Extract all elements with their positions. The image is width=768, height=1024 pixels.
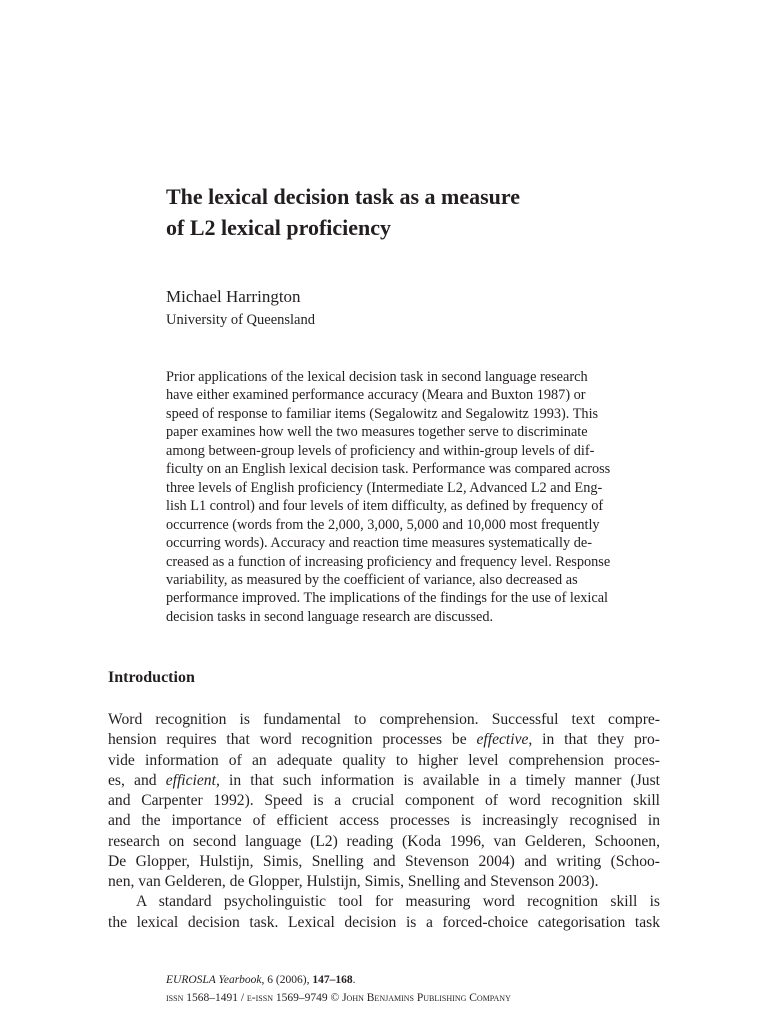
body-line: vide information of an adequate quality to higher level comprehension proces-	[108, 751, 660, 769]
author-affiliation: University of Queensland	[166, 312, 315, 328]
abstract-line: occurring words). Accuracy and reaction time measures systematically de-	[166, 535, 592, 552]
body-line: De Glopper, Hulstijn, Simis, Snelling and Stevenson 2004) and writing (Schoo-	[108, 852, 660, 870]
body-line: and Carpenter 1992). Speed is a crucial component of word recognition skill	[108, 792, 660, 809]
abstract-line: speed of response to familiar items (Segalowitz and Segalowitz 1993). This	[166, 405, 599, 422]
introduction-body	[108, 710, 660, 933]
section-heading-introduction: Introduction	[108, 669, 195, 686]
page-range: 147–168	[312, 974, 353, 986]
issn-line: issn 1568–1491 / e-issn 1569–9749 © John Benjamins Publishing Company	[166, 992, 511, 1004]
body-line: nen, van Gelderen, de Glopper, Hulstijn, Simis, Snelling and Stevenson 2003).	[108, 873, 599, 890]
body-line: Word recognition is fundamental to comprehension. Successful text compre-	[108, 711, 660, 728]
title-line-2: of L2 lexical proficiency	[166, 215, 392, 240]
emphasis-effective: effective	[476, 731, 529, 749]
abstract-line: three levels of English proficiency (Intermediate L2, Advanced L2 and Eng-	[166, 479, 603, 496]
body-line: A standard psycholinguistic tool for measuring word recognition skill is	[136, 893, 660, 911]
body-line: hension requires that word recognition processes be effective, in that they pro-	[108, 731, 660, 749]
abstract-line: creased as a function of increasing proficiency and frequency level. Response	[166, 553, 611, 570]
citation-line: EUROSLA Yearbook, 6 (2006), 147–168.	[166, 974, 356, 986]
paper-title	[166, 181, 666, 243]
body-line: research on second language (L2) reading (Koda 1996, van Gelderen, Schoonen,	[108, 832, 660, 850]
abstract	[166, 368, 666, 626]
page-footer	[166, 971, 511, 1007]
emphasis-efficient: efficient,	[165, 771, 220, 789]
author-name: Michael Harrington	[166, 287, 301, 306]
body-line: es, and efficient, in that such information is available in a timely manner (Just	[108, 771, 661, 789]
abstract-line: Prior applications of the lexical decision task in second language research	[166, 369, 588, 385]
abstract-line: variability, as measured by the coefficient of variance, also decreased as	[166, 571, 578, 588]
abstract-line: among between-group levels of proficiency and within-group levels of dif-	[166, 442, 595, 459]
abstract-line: lish L1 control) and four levels of item difficulty, as defined by frequency of	[166, 498, 604, 515]
abstract-line: performance improved. The implications of the findings for the use of lexical	[166, 590, 609, 607]
abstract-line: occurrence (words from the 2,000, 3,000, 5,000 and 10,000 most frequently	[166, 516, 600, 533]
body-line: and the importance of efficient access processes is increasingly recognised in	[108, 812, 660, 830]
abstract-line: ficulty on an English lexical decision task. Performance was compared across	[166, 461, 611, 478]
abstract-line: paper examines how well the two measures together serve to discriminate	[166, 424, 588, 441]
title-line-1: The lexical decision task as a measure	[166, 184, 521, 209]
abstract-line: have either examined performance accuracy (Meara and Buxton 1987) or	[166, 387, 586, 404]
abstract-line: decision tasks in second language research are discussed.	[166, 608, 494, 625]
journal-name: EUROSLA Yearbook	[166, 974, 262, 986]
body-line: the lexical decision task. Lexical decision is a forced-choice categorisation task	[108, 913, 660, 931]
